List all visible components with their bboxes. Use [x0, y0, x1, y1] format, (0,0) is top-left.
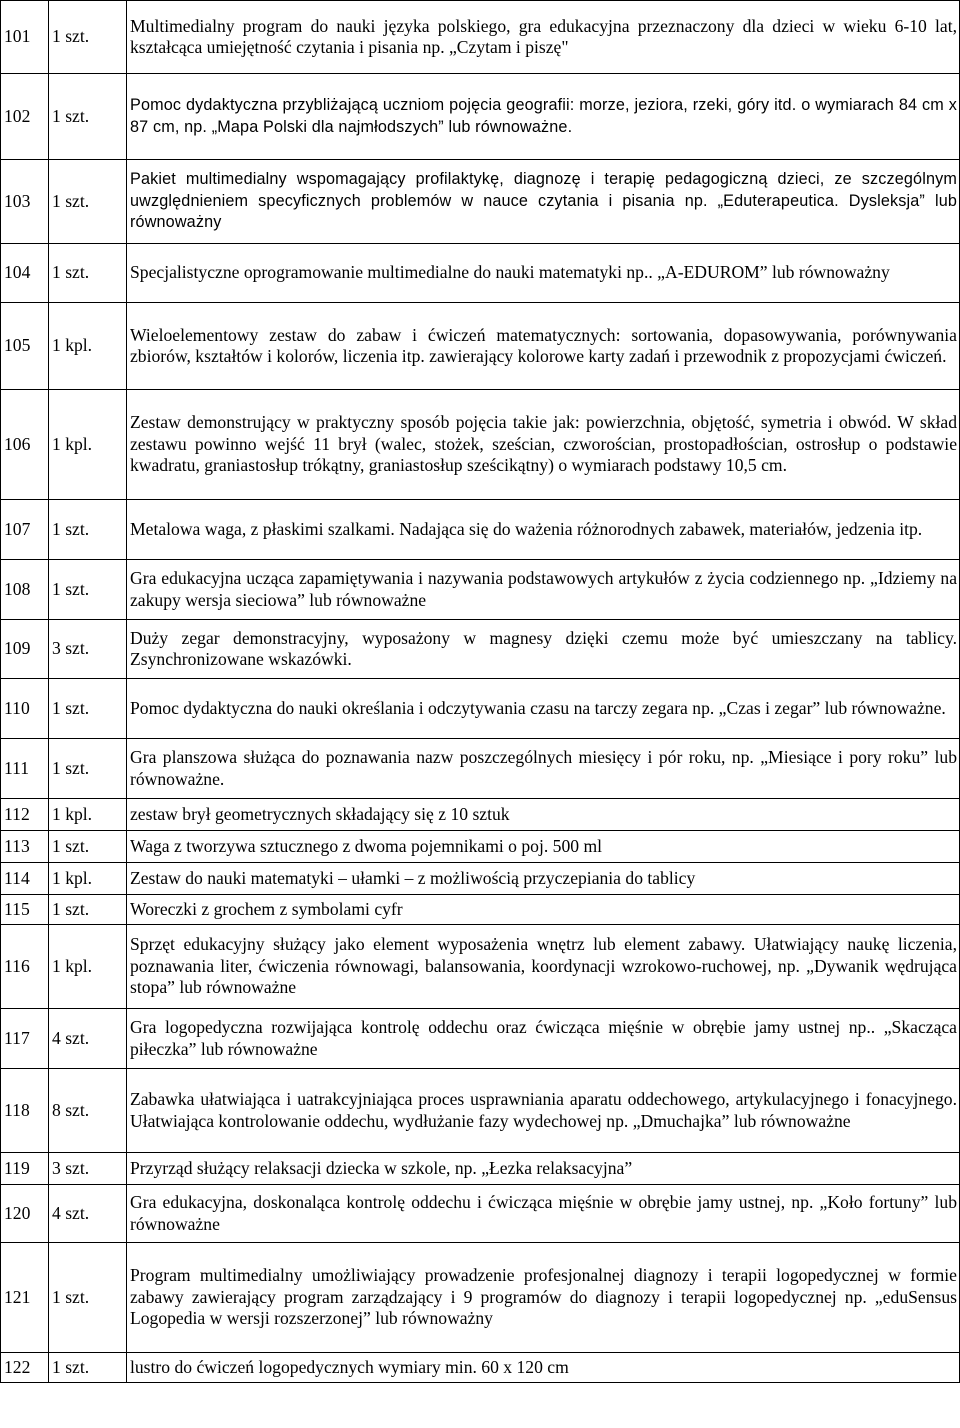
item-number: 117: [1, 1009, 49, 1069]
item-quantity: 1 szt.: [49, 739, 127, 799]
item-description: Gra edukacyjna, doskonaląca kontrolę oddechu i ćwicząca mięśnie w obrębie jamy ustnej, np. „Koło fortuny” lub równoważne: [127, 1185, 960, 1243]
item-description: Program multimedialny umożliwiający prowadzenie profesjonalnej diagnozy i terapii logopedycznej w formie zabawy zawierający program zarządzający i 9 programów do diagnozy i terapii logopedycznej np. „eduSensus Logopedia w wersji rozszerzonej” lub równoważny: [127, 1243, 960, 1353]
table-row: [1, 1069, 960, 1153]
table-row: [1, 620, 960, 679]
item-description: Pomoc dydaktyczna do nauki określania i odczytywania czasu na tarczy zegara np. „Czas i zegar” lub równoważne.: [127, 679, 960, 739]
item-number: 118: [1, 1069, 49, 1153]
item-quantity: 1 kpl.: [49, 303, 127, 390]
table-row: [1, 1185, 960, 1243]
item-description: Duży zegar demonstracyjny, wyposażony w magnesy dzięki czemu może być umieszczany na tablicy. Zsynchronizowane wskazówki.: [127, 620, 960, 679]
table-row: [1, 303, 960, 390]
item-description: Specjalistyczne oprogramowanie multimedialne do nauki matematyki np.. „A-EDUROM” lub równoważny: [127, 244, 960, 303]
table-row: [1, 1, 960, 74]
item-quantity: 1 kpl.: [49, 390, 127, 500]
item-number: 116: [1, 925, 49, 1009]
table-row: [1, 1243, 960, 1353]
item-description: Multimedialny program do nauki języka polskiego, gra edukacyjna przeznaczony dla dzieci w wieku 6-10 lat, kształcąca umiejętność czytania i pisania np. „Czytam i piszę": [127, 1, 960, 74]
item-number: 121: [1, 1243, 49, 1353]
item-number: 101: [1, 1, 49, 74]
item-quantity: 3 szt.: [49, 1153, 127, 1185]
item-quantity: 1 szt.: [49, 1, 127, 74]
item-number: 122: [1, 1353, 49, 1383]
item-quantity: 1 szt.: [49, 244, 127, 303]
item-quantity: 3 szt.: [49, 620, 127, 679]
item-number: 104: [1, 244, 49, 303]
item-quantity: 1 kpl.: [49, 799, 127, 831]
item-number: 108: [1, 560, 49, 620]
item-number: 111: [1, 739, 49, 799]
item-number: 119: [1, 1153, 49, 1185]
item-description: Gra edukacyjna ucząca zapamiętywania i nazywania podstawowych artykułów z życia codziennego np. „Idziemy na zakupy wersja sieciowa” lub równoważne: [127, 560, 960, 620]
table-row: [1, 679, 960, 739]
item-quantity: 1 szt.: [49, 160, 127, 244]
item-number: 107: [1, 500, 49, 560]
item-quantity: 1 szt.: [49, 679, 127, 739]
item-number: 114: [1, 863, 49, 895]
table-row: [1, 560, 960, 620]
item-description: Pomoc dydaktyczna przybliżającą uczniom pojęcia geografii: morze, jeziora, rzeki, góry itd. o wymiarach 84 cm x 87 cm, np. „Mapa Polski dla najmłodszych” lub równoważne.: [127, 74, 960, 160]
item-quantity: 1 szt.: [49, 500, 127, 560]
table-row: [1, 244, 960, 303]
table-row: [1, 739, 960, 799]
item-number: 103: [1, 160, 49, 244]
table-row: [1, 925, 960, 1009]
item-description: Gra planszowa służąca do poznawania nazw poszczególnych miesięcy i pór roku, np. „Miesiące i pory roku” lub równoważne.: [127, 739, 960, 799]
table-row: [1, 500, 960, 560]
item-quantity: 1 szt.: [49, 560, 127, 620]
item-description: Woreczki z grochem z symbolami cyfr: [127, 895, 960, 925]
item-number: 105: [1, 303, 49, 390]
item-description: Zestaw do nauki matematyki – ułamki – z możliwością przyczepiania do tablicy: [127, 863, 960, 895]
item-description: Metalowa waga, z płaskimi szalkami. Nadająca się do ważenia różnorodnych zabawek, materiałów, jedzenia itp.: [127, 500, 960, 560]
item-quantity: 1 szt.: [49, 74, 127, 160]
table-row: [1, 74, 960, 160]
item-quantity: 4 szt.: [49, 1009, 127, 1069]
item-description: Przyrząd służący relaksacji dziecka w szkole, np. „Łezka relaksacyjna”: [127, 1153, 960, 1185]
item-quantity: 1 szt.: [49, 1243, 127, 1353]
item-description: Sprzęt edukacyjny służący jako element wyposażenia wnętrz lub element zabawy. Ułatwiający naukę liczenia, poznawania liter, ćwiczenia równowagi, balansowania, koordynacji wzrokowo-ruchowej, np. „Dywanik wędrująca stopa” lub równoważne: [127, 925, 960, 1009]
item-description: Wieloelementowy zestaw do zabaw i ćwiczeń matematycznych: sortowania, dopasowywania, porównywania zbiorów, kształtów i kolorów, liczenia itp. zawierający kolorowe karty zadań i przewodnik z propozycjami ćwiczeń.: [127, 303, 960, 390]
item-quantity: 1 szt.: [49, 831, 127, 863]
table-row: [1, 831, 960, 863]
item-number: 109: [1, 620, 49, 679]
table-row: [1, 1153, 960, 1185]
table-row: [1, 160, 960, 244]
table-row: [1, 1353, 960, 1383]
item-quantity: 1 szt.: [49, 895, 127, 925]
item-quantity: 4 szt.: [49, 1185, 127, 1243]
table-row: [1, 1009, 960, 1069]
item-quantity: 8 szt.: [49, 1069, 127, 1153]
table-row: [1, 863, 960, 895]
table-row: [1, 390, 960, 500]
item-number: 106: [1, 390, 49, 500]
items-table-body: [1, 1, 960, 1383]
item-description: Waga z tworzywa sztucznego z dwoma pojemnikami o poj. 500 ml: [127, 831, 960, 863]
item-quantity: 1 szt.: [49, 1353, 127, 1383]
table-row: [1, 799, 960, 831]
item-quantity: 1 kpl.: [49, 925, 127, 1009]
item-number: 113: [1, 831, 49, 863]
item-description: lustro do ćwiczeń logopedycznych wymiary min. 60 x 120 cm: [127, 1353, 960, 1383]
item-description: Gra logopedyczna rozwijająca kontrolę oddechu oraz ćwicząca mięśnie w obrębie jamy ustnej np.. „Skacząca piłeczka” lub równoważne: [127, 1009, 960, 1069]
item-description: Zabawka ułatwiająca i uatrakcyjniająca proces usprawniania aparatu oddechowego, artykulacyjnego i fonacyjnego. Ułatwiająca kontrolowanie oddechu, wydłużanie fazy wydechowej np. „Dmuchajka” lub równoważne: [127, 1069, 960, 1153]
item-number: 110: [1, 679, 49, 739]
table-row: [1, 895, 960, 925]
item-number: 120: [1, 1185, 49, 1243]
item-number: 102: [1, 74, 49, 160]
item-number: 112: [1, 799, 49, 831]
item-quantity: 1 kpl.: [49, 863, 127, 895]
item-description: zestaw brył geometrycznych składający się z 10 sztuk: [127, 799, 960, 831]
item-number: 115: [1, 895, 49, 925]
item-description: Zestaw demonstrujący w praktyczny sposób pojęcia takie jak: powierzchnia, objętość, symetria i obwód. W skład zestawu powinno wejść 11 brył (walec, stożek, sześcian, czworościan, prostopadłościan, ostrosłup o podstawie kwadratu, graniastosłup trókątny, graniastosłup sześcikątny) o wymiarach podstawy 10,5 cm.: [127, 390, 960, 500]
item-description: Pakiet multimedialny wspomagający profilaktykę, diagnozę i terapię pedagogiczną dzieci, ze szczególnym uwzględnieniem specyficznych problemów w nauce czytania i pisania np. „Eduterapeutica. Dysleksja” lub równoważny: [127, 160, 960, 244]
